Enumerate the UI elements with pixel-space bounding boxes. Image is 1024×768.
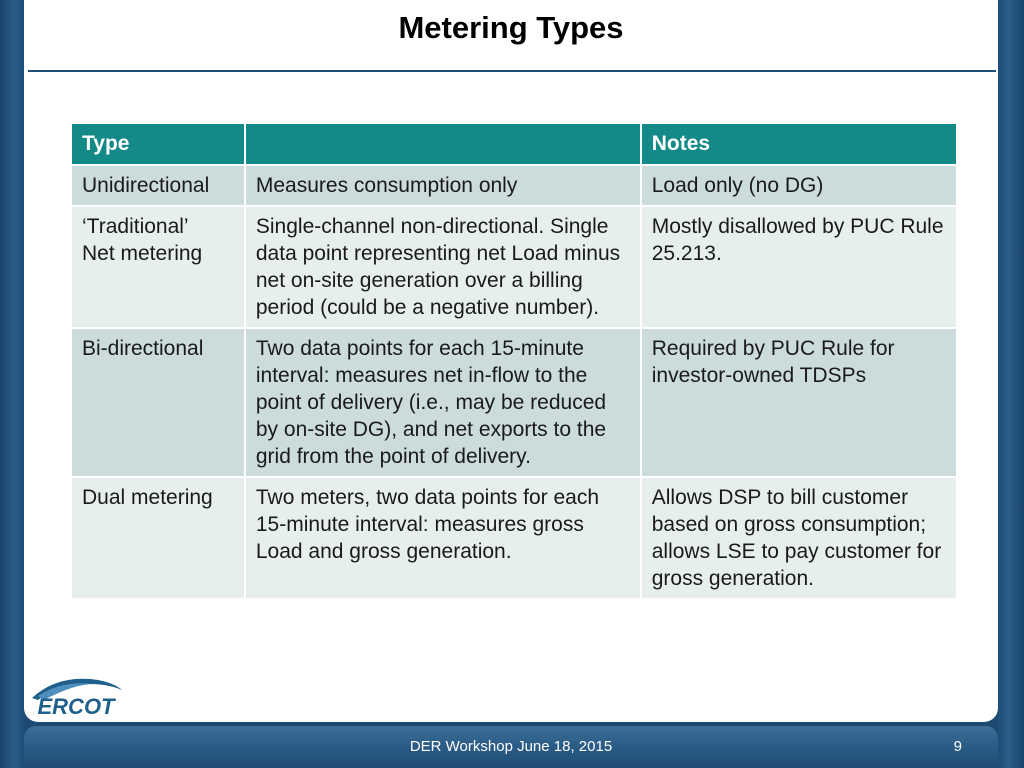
logo-text: ERCOT [37, 694, 115, 718]
cell-type: Bi-directional [71, 328, 245, 477]
header-type: Type [71, 123, 245, 165]
table-row [71, 165, 957, 206]
cell-description: Two data points for each 15-minute interval: measures net in-flow to the point of delivery (i.e., may be reduced by on-site DG), and net exports to the grid from the point of delivery. [245, 328, 641, 477]
header-description [245, 123, 641, 165]
table-row [71, 477, 957, 599]
slide [24, 0, 998, 722]
table-row [71, 206, 957, 328]
cell-description: Single-channel non-directional. Single data point representing net Load minus net on-site generation over a billing period (could be a negative number). [245, 206, 641, 328]
ercot-logo-icon [28, 672, 124, 718]
header-notes: Notes [641, 123, 957, 165]
table-row [71, 328, 957, 477]
page-number: 9 [953, 738, 962, 755]
cell-notes: Required by PUC Rule for investor-owned TDSPs [641, 328, 957, 477]
cell-description: Measures consumption only [245, 165, 641, 206]
slide-title: Metering Types [398, 10, 624, 45]
cell-type: ‘Traditional’ Net metering [71, 206, 245, 328]
frame-right [998, 0, 1024, 768]
table-header-row [71, 123, 957, 165]
cell-notes: Load only (no DG) [641, 165, 957, 206]
cell-type: Dual metering [71, 477, 245, 599]
footer-text: DER Workshop June 18, 2015 [409, 738, 613, 755]
metering-types-table [70, 122, 958, 600]
cell-notes: Mostly disallowed by PUC Rule 25.213. [641, 206, 957, 328]
cell-type: Unidirectional [71, 165, 245, 206]
title-divider [28, 70, 996, 72]
cell-notes: Allows DSP to bill customer based on gross consumption; allows LSE to pay customer for gross generation. [641, 477, 957, 599]
cell-description: Two meters, two data points for each 15-minute interval: measures gross Load and gross generation. [245, 477, 641, 599]
footer-bar [24, 726, 998, 768]
frame-left [0, 0, 24, 768]
